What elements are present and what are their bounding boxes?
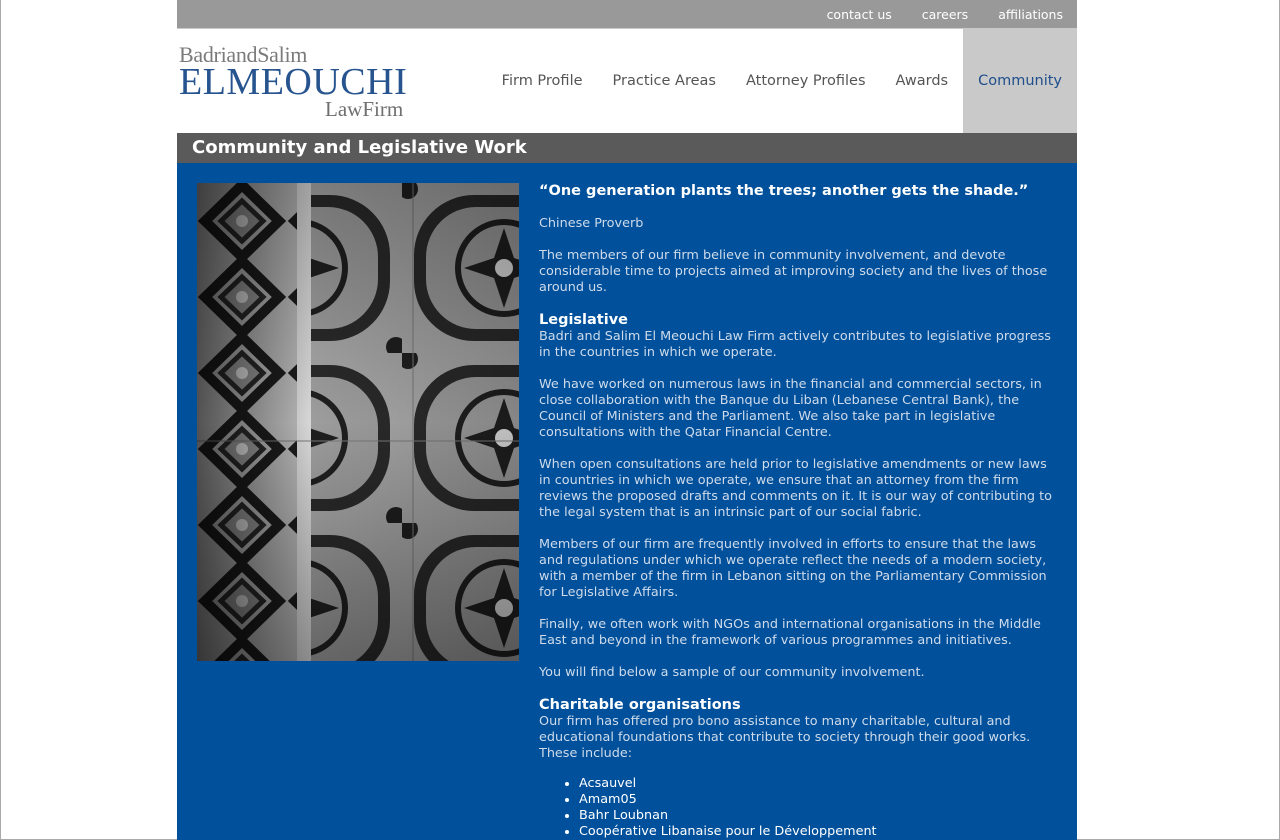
nav-attorney-profiles[interactable]: Attorney Profiles <box>745 73 866 89</box>
legislative-paragraph: When open consultations are held prior to legislative amendments or new laws in countries in which we operate, we ensure that an attorney from the firm reviews the proposed drafts and comments on it. It is our way of contributing to the legal system that is an intrinsic part of our social fabric. <box>539 457 1052 520</box>
page-title: Community and Legislative Work <box>177 133 1077 163</box>
list-item: • Acsauvel <box>579 776 1061 792</box>
nav-awards[interactable]: Awards <box>895 73 949 89</box>
community-text-column <box>539 183 1061 840</box>
legislative-paragraph: Members of our firm are frequently involved in efforts to ensure that the laws and regulations under which we operate reflect the needs of a modern society, with a member of the firm in Lebanon sitting on the Parliamentary Commission for Legislative Affairs. <box>539 537 1047 600</box>
logo-line-name: ELMEOUCHI <box>179 61 408 103</box>
legislative-heading: Legislative <box>539 312 628 328</box>
logo-line-lawfirm: LawFirm <box>325 97 404 121</box>
legislative-paragraph: Finally, we often work with NGOs and international organisations in the Middle East and beyond in the framework of various programmes and initiatives. <box>539 617 1041 648</box>
window-border-left <box>0 0 1 840</box>
firm-logo[interactable] <box>179 42 429 122</box>
legislative-paragraph: We have worked on numerous laws in the financial and commercial sectors, in close collaboration with the Banque du Liban (Lebanese Central Bank), the Council of Ministers and the Parliament. We also take part in legislative consultations with the Qatar Financial Centre. <box>539 377 1042 440</box>
intro-paragraph: The members of our firm believe in community involvement, and devote considerable time to projects aimed at improving society and the lives of those around us. <box>539 248 1048 295</box>
affiliations-link[interactable]: affiliations <box>998 6 1063 22</box>
charitable-heading: Charitable organisations <box>539 697 741 713</box>
nav-practice-areas[interactable]: Practice Areas <box>612 73 716 89</box>
content-panel <box>177 163 1077 840</box>
charitable-paragraph: Our firm has offered pro bono assistance to many charitable, cultural and educational foundations that contribute to society through their good works. These include: <box>539 714 1031 761</box>
careers-link[interactable]: careers <box>921 6 969 22</box>
nav-firm-profile[interactable]: Firm Profile <box>501 73 583 89</box>
site-header <box>177 29 1077 133</box>
proverb-quote: “One generation plants the trees; another gets the shade.” <box>539 183 1029 199</box>
list-item: • Bahr Loubnan <box>579 808 1061 824</box>
main-navigation <box>487 29 1077 133</box>
list-item: • Amam05 <box>579 792 1061 808</box>
contact-us-link[interactable]: contact us <box>826 6 892 22</box>
charitable-list <box>539 776 1061 840</box>
page-container <box>177 0 1077 840</box>
proverb-source: Chinese Proverb <box>539 216 644 231</box>
list-item: • Coopérative Libanaise pour le Développement <box>579 824 1061 840</box>
patterned-tile-photo <box>197 183 519 661</box>
logo-line-partners: BadriandSalim <box>179 42 308 67</box>
legislative-paragraph: Badri and Salim El Meouchi Law Firm actively contributes to legislative progress in the countries in which we operate. <box>539 329 1051 360</box>
legislative-paragraph: You will find below a sample of our community involvement. <box>539 665 925 680</box>
utility-bar <box>177 0 1077 29</box>
nav-community[interactable]: Community <box>963 29 1077 133</box>
